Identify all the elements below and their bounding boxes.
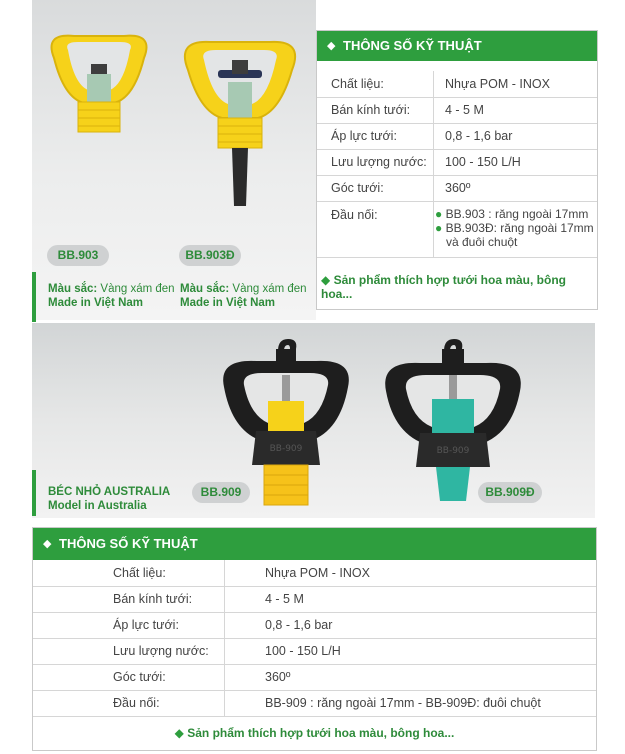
sprinkler-bb903-image [34, 28, 164, 188]
middle-caption [48, 485, 198, 513]
spec-key: Góc tưới: [113, 670, 166, 684]
spec-value: 0,8 - 1,6 bar [265, 618, 333, 632]
spec-value: 360º [265, 670, 291, 684]
connector-item: và đuôi chuột [446, 235, 518, 249]
spec-row-radius [33, 586, 596, 613]
spec-key: Chất liệu: [331, 77, 384, 91]
color-label: Màu sắc: [180, 283, 230, 295]
spec-row-connector [317, 201, 597, 258]
note-text: Sản phẩm thích hợp tưới hoa màu, bông hoa... [321, 273, 566, 301]
sprinkler-bb903d-image [170, 30, 310, 220]
accent-strip-middle [32, 470, 36, 516]
sprinkler-bb909d-image [378, 335, 528, 505]
color-value: Vàng xám đen [100, 283, 175, 295]
spec-key: Áp lực tưới: [113, 618, 179, 632]
spec-row-flow [33, 638, 596, 665]
spec-value: BB-909 : răng ngoài 17mm - BB-909Đ: đuôi chuột [265, 696, 541, 710]
spec-row-pressure [317, 123, 597, 150]
spec-key: Bán kính tưới: [331, 103, 411, 117]
spec-key: Lưu lượng nước: [113, 644, 209, 658]
middle-subtitle: Model in Australia [48, 500, 147, 512]
product-photo-panel-top [32, 0, 316, 320]
origin-text: Made in Việt Nam [180, 297, 276, 309]
connector-item: BB.903 : răng ngoài 17mm [445, 207, 589, 221]
spec-row-pressure [33, 612, 596, 639]
spec-table-top [316, 30, 598, 310]
accent-strip-top [32, 272, 36, 322]
spec-value: 0,8 - 1,6 bar [445, 129, 513, 143]
diamond-icon: ◆ [43, 538, 52, 550]
diamond-icon: ◆ [327, 40, 336, 52]
spec-note-top [321, 273, 597, 301]
color-value: Vàng xám đen [232, 283, 307, 295]
spec-key: Đầu nối: [331, 208, 378, 222]
middle-title: BÉC NHỎ AUSTRALIA [48, 486, 171, 498]
bullet-icon: ● [435, 221, 443, 235]
product-code-badge-bb909: BB.909 [192, 482, 250, 503]
product-code-badge-bb903d: BB.903Đ [179, 245, 241, 266]
origin-text: Made in Việt Nam [48, 297, 144, 309]
spec-value: 100 - 150 L/H [445, 155, 521, 169]
connector-item: BB.903Đ: răng ngoài 17mm [445, 221, 594, 235]
caption-bb903 [48, 282, 178, 310]
bullet-icon: ● [435, 207, 443, 221]
spec-key: Chất liệu: [113, 566, 166, 580]
spec-value: 4 - 5 M [265, 592, 304, 606]
color-label: Màu sắc: [48, 283, 98, 295]
product-code-badge-bb903: BB.903 [47, 245, 109, 266]
caption-bb903d [180, 282, 314, 310]
spec-key: Bán kính tưới: [113, 592, 193, 606]
spec-row-connector [33, 690, 596, 717]
spec-key: Áp lực tưới: [331, 129, 397, 143]
spec-row-flow [317, 149, 597, 176]
spec-row-material [33, 560, 596, 587]
spec-note-bottom [33, 726, 596, 740]
spec-row-radius [317, 97, 597, 124]
spec-table-title: THÔNG SỐ KỸ THUẬT [343, 38, 482, 53]
spec-value: 100 - 150 L/H [265, 644, 341, 658]
bb909-body-text: BB-909 [269, 444, 303, 454]
diamond-icon: ◆ [174, 726, 184, 740]
spec-key: Góc tưới: [331, 181, 384, 195]
spec-row-material [317, 71, 597, 98]
spec-table-bottom [32, 527, 597, 751]
spec-value: 360º [445, 181, 471, 195]
spec-table-title: THÔNG SỐ KỸ THUẬT [59, 536, 198, 551]
spec-table-header [33, 528, 596, 560]
spec-key: Đầu nối: [113, 696, 160, 710]
product-code-badge-bb909d: BB.909Đ [478, 482, 542, 503]
diamond-icon: ◆ [321, 273, 331, 287]
spec-table-header [317, 31, 597, 61]
connector-list [435, 207, 594, 249]
spec-key: Lưu lượng nước: [331, 155, 427, 169]
bb909d-body-text: BB-909 [436, 446, 470, 456]
spec-value: 4 - 5 M [445, 103, 484, 117]
spec-row-angle [33, 664, 596, 691]
note-text: Sản phẩm thích hợp tưới hoa màu, bông hoa... [187, 726, 455, 740]
spec-value: Nhựa POM - INOX [265, 566, 370, 580]
spec-row-angle [317, 175, 597, 202]
spec-value: Nhựa POM - INOX [445, 77, 550, 91]
